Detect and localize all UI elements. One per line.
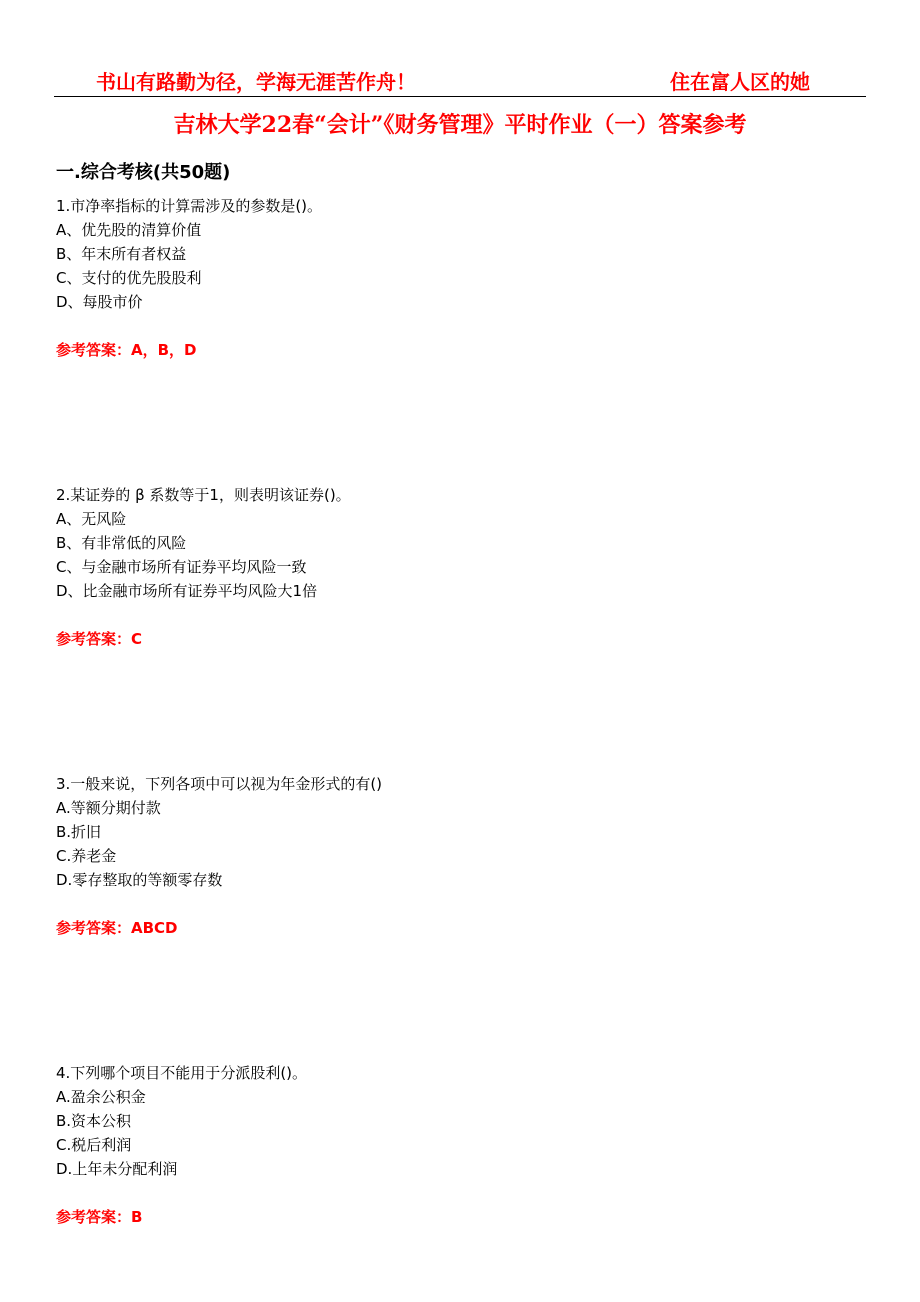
question-stem: 1.市净率指标的计算需涉及的参数是()。 [56, 197, 323, 215]
answer-key: 参考答案：C [56, 630, 143, 648]
question-option-b: B、年末所有者权益 [56, 245, 187, 263]
question-option-d: D、比金融市场所有证券平均风险大1倍 [56, 582, 318, 600]
question-stem: 4.下列哪个项目不能用于分派股利()。 [56, 1064, 308, 1082]
question-stem: 2.某证券的 β 系数等于1，则表明该证券()。 [56, 486, 351, 504]
question-option-d: D.上年未分配利润 [56, 1160, 178, 1178]
question-option-b: B、有非常低的风险 [56, 534, 187, 552]
question-option-c: C、支付的优先股股利 [56, 269, 202, 287]
question-option-d: D、每股市价 [56, 293, 143, 311]
question-option-a: A、无风险 [56, 510, 127, 528]
question-option-d: D.零存整取的等额零存数 [56, 871, 223, 889]
question-option-b: B.折旧 [56, 823, 102, 841]
answer-key: 参考答案：A，B，D [56, 341, 197, 359]
question-option-c: C、与金融市场所有证券平均风险一致 [56, 558, 307, 576]
header-author: 住在富人区的她 [670, 70, 810, 94]
header-motto: 书山有路勤为径，学海无涯苦作舟！ [96, 70, 416, 94]
question-4 [56, 1061, 856, 1229]
answer-key: 参考答案：ABCD [56, 919, 178, 937]
question-option-a: A.盈余公积金 [56, 1088, 146, 1106]
question-option-a: A、优先股的清算价值 [56, 221, 202, 239]
header-divider [54, 96, 866, 97]
section-heading: 一.综合考核(共50题) [56, 162, 231, 183]
question-option-b: B.资本公积 [56, 1112, 132, 1130]
question-2 [56, 483, 856, 651]
document-title: 吉林大学22春“会计”《财务管理》平时作业（一）答案参考 [173, 112, 747, 138]
question-option-c: C.税后利润 [56, 1136, 132, 1154]
question-3 [56, 772, 856, 940]
answer-key: 参考答案：B [56, 1208, 143, 1226]
question-stem: 3.一般来说，下列各项中可以视为年金形式的有() [56, 775, 383, 793]
question-option-c: C.养老金 [56, 847, 117, 865]
question-option-a: A.等额分期付款 [56, 799, 161, 817]
question-1 [56, 194, 856, 362]
